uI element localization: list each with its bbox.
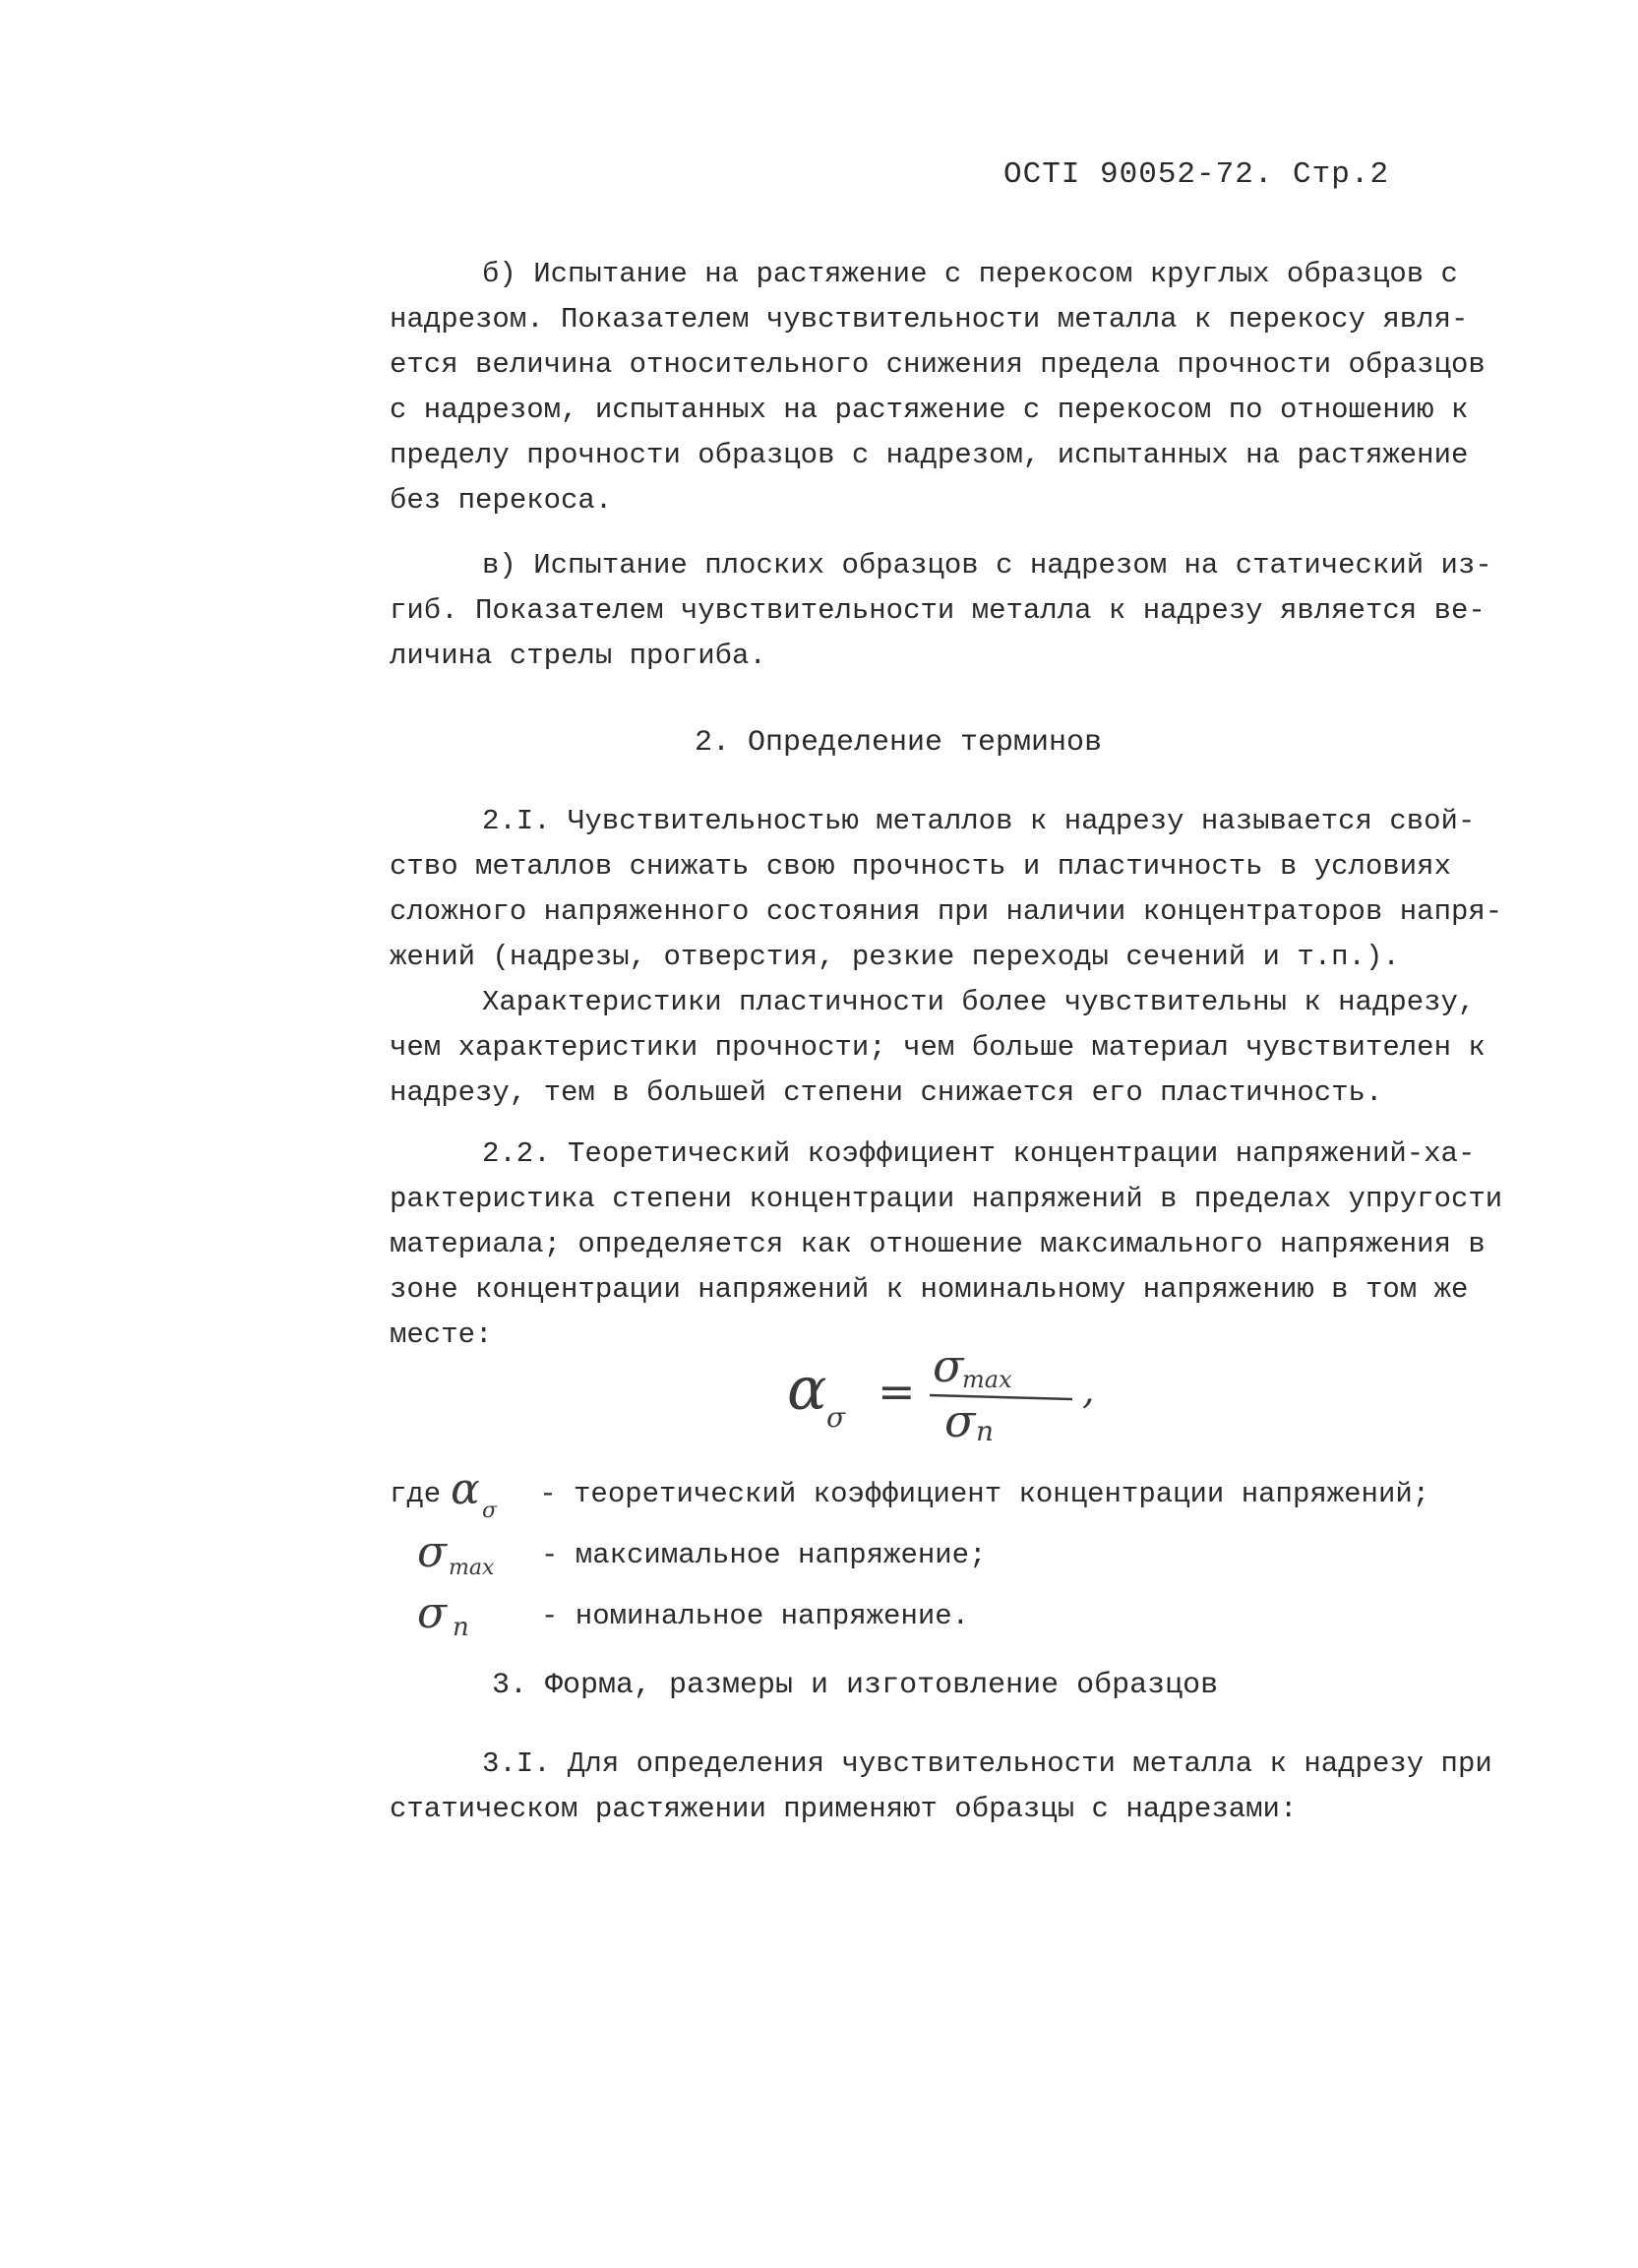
formula-denominator-sigma: σ (944, 1394, 976, 1446)
text-line: с надрезом, испытанных на растяжение с перекосом по отношению к (390, 394, 1469, 426)
paragraph-2-2 (390, 1132, 1570, 1358)
text-line: ство металлов снижать свою прочность и пластичность в условиях (390, 850, 1451, 883)
paragraph-b (390, 252, 1570, 523)
text-line: месте: (390, 1318, 493, 1351)
page-header: ОСТI 90052-72. Стр.2 (1003, 157, 1390, 192)
legend-symbol-sub: σ (482, 1499, 498, 1523)
text-line: сложного напряженного состояния при наличии концентраторов напря- (390, 895, 1503, 928)
text-line: Характеристики пластичности более чувствительны к надрезу, (482, 986, 1476, 1018)
legend-row-alpha (390, 1464, 1429, 1523)
text-line: пределу прочности образцов с надрезом, испытанных на растяжение (390, 439, 1469, 471)
text-line: статическом растяжении применяют образцы с надрезами: (390, 1793, 1298, 1825)
text-line: надрезу, тем в большей степени снижается его пластичность. (390, 1076, 1383, 1109)
text-line: 2.I. Чувствительностью металлов к надрезу называется свой- (482, 805, 1476, 837)
legend-text: - максимальное напряжение; (541, 1538, 987, 1571)
text-line: рактеристика степени концентрации напряжений в пределах упругости (390, 1183, 1503, 1215)
text-line: личина стрелы прогиба. (390, 640, 766, 672)
legend-row-max (413, 1525, 986, 1584)
legend-symbol-sub: max (449, 1556, 495, 1580)
legend-symbol-main: α (451, 1464, 480, 1514)
text-line: 2.2. Теоретический коэффициент концентрации напряжений-ха- (482, 1137, 1476, 1170)
text-line: материала; определяется как отношение максимального напряжения в (390, 1228, 1486, 1260)
legend-where-label: где (390, 1477, 442, 1510)
section-3-heading: 3. Форма, размеры и изготовление образцов (492, 1669, 1219, 1702)
formula-lhs-alpha: α (787, 1355, 827, 1424)
legend-symbol-main: σ (417, 1588, 448, 1638)
legend-symbol (413, 1586, 541, 1645)
text-line: 3.I. Для определения чувствительности металла к надрезу при (482, 1747, 1492, 1780)
legend-symbol (441, 1464, 539, 1523)
formula-equals: = (878, 1365, 916, 1418)
text-line: гиб. Показателем чувствительности металла к надрезу является ве- (390, 594, 1486, 627)
formula-comma: , (1082, 1368, 1095, 1413)
text-line: в) Испытание плоских образцов с надрезом на статический из- (482, 549, 1492, 582)
stress-concentration-formula (787, 1338, 1141, 1446)
text-line: зоне концентрации напряжений к номинальному напряжению в том же (390, 1273, 1469, 1306)
formula-lhs-sub: σ (826, 1401, 846, 1434)
formula-denominator-sub: n (976, 1415, 995, 1446)
text-line: жений (надрезы, отверстия, резкие переходы сечений и т.п.). (390, 941, 1400, 973)
legend-symbol-main: σ (417, 1527, 448, 1577)
paragraph-2-1 (390, 799, 1570, 980)
legend-text: - теоретический коэффициент концентрации напряжений; (539, 1477, 1430, 1510)
paragraph-3-1 (390, 1742, 1570, 1832)
paragraph-characteristics (390, 980, 1570, 1116)
formula-numerator-sigma: σ (933, 1339, 964, 1392)
text-line: чем характеристики прочности; чем больше материал чувствителен к (390, 1031, 1486, 1064)
legend-symbol (413, 1525, 541, 1584)
formula-numerator-sub: max (962, 1366, 1012, 1393)
text-line: б) Испытание на растяжение с перекосом круглых образцов с (482, 258, 1458, 290)
text-line: без перекоса. (390, 484, 613, 517)
legend-row-nominal (413, 1586, 969, 1645)
paragraph-v (390, 543, 1570, 679)
legend-text: - номинальное напряжение. (541, 1599, 970, 1632)
text-line: ется величина относительного снижения предела прочности образцов (390, 348, 1486, 381)
section-2-heading: 2. Определение терминов (695, 726, 1103, 760)
text-line: надрезом. Показателем чувствительности металла к перекосу явля- (390, 303, 1469, 336)
legend-symbol-sub: n (453, 1613, 469, 1642)
